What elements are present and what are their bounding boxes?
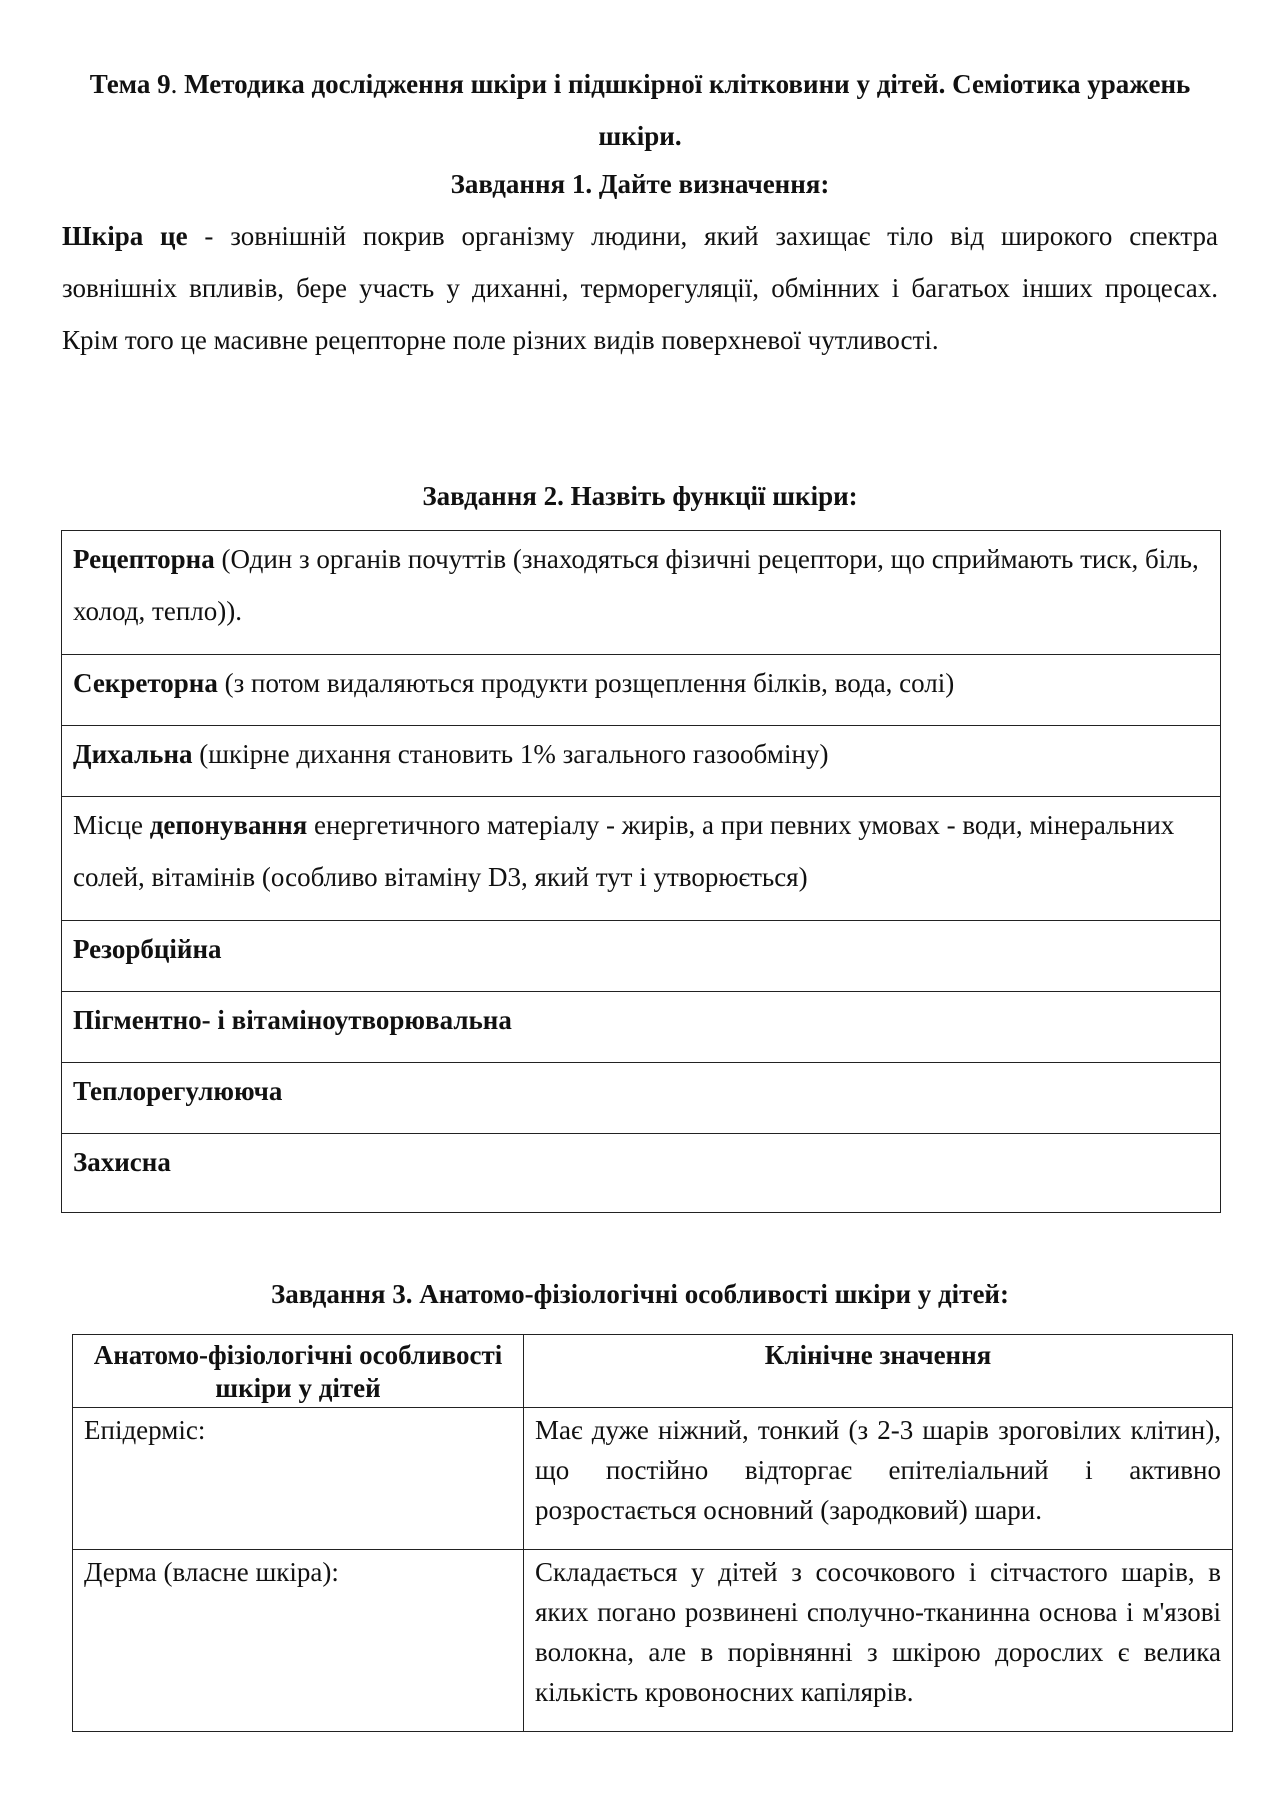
function-name: Секреторна bbox=[73, 668, 218, 698]
table-row bbox=[62, 531, 1221, 655]
column-header-significance: Клінічне значення bbox=[524, 1335, 1233, 1408]
function-name: Резорбційна bbox=[73, 934, 222, 964]
definition-text: - зовнішній покрив організму людини, який захищає тіло від широкого спектра зовнішніх впливів, бере участь у диханні, терморегуляції, обмінних і багатьох інших процесах. Крім того це масивне рецепторне поле різних видів поверхневої чутливості. bbox=[62, 221, 1218, 355]
table-row bbox=[62, 797, 1221, 921]
skin-definition bbox=[62, 210, 1218, 366]
table-row bbox=[62, 655, 1221, 726]
table-row bbox=[73, 1550, 1233, 1732]
table-row bbox=[62, 726, 1221, 797]
function-name: Дихальна bbox=[73, 739, 193, 769]
table-row bbox=[62, 921, 1221, 992]
function-pre: Місце bbox=[73, 810, 150, 840]
function-name: депонування bbox=[149, 810, 308, 840]
table-header-row bbox=[73, 1335, 1233, 1408]
table-row bbox=[62, 1063, 1221, 1134]
task1-heading: Завдання 1. Дайте визначення: bbox=[450, 169, 830, 199]
function-cell bbox=[62, 1134, 1221, 1213]
function-description: енергетичного матеріалу - жирів, а при певних умовах - води, мінеральних солей, вітамінів (особливо вітаміну D3, який тут і утворюється) bbox=[73, 810, 1175, 892]
function-name: Пігментно- і вітаміноутворювальна bbox=[73, 1005, 512, 1035]
column-header-features: Анатомо-фізіологічні особливості шкіри у дітей bbox=[73, 1335, 524, 1408]
function-name: Захисна bbox=[73, 1147, 171, 1177]
skin-functions-table bbox=[61, 530, 1221, 1213]
function-name: Теплорегулююча bbox=[73, 1076, 283, 1106]
page-title bbox=[60, 58, 1220, 162]
function-description: (шкірне дихання становить 1% загального газообміну) bbox=[192, 739, 829, 769]
table-row bbox=[62, 1134, 1221, 1213]
anatomy-physiology-table bbox=[72, 1334, 1233, 1732]
function-cell bbox=[62, 921, 1221, 992]
feature-cell: Дерма (власне шкіра): bbox=[73, 1550, 524, 1732]
function-cell bbox=[62, 655, 1221, 726]
significance-cell: Складається у дітей з сосочкового і сітчастого шарів, в яких погано розвинені сполучно-тканинна основа і м'язові волокна, але в порівнянні з шкірою дорослих є велика кількість кровоносних капілярів. bbox=[524, 1550, 1233, 1732]
title-prefix: Тема 9 bbox=[89, 69, 171, 99]
function-description: (Один з органів почуттів (знаходяться фізичні рецептори, що сприймають тиск, біль, холод, тепло)). bbox=[73, 544, 1199, 626]
function-cell bbox=[62, 1063, 1221, 1134]
title-separator: . bbox=[170, 69, 185, 99]
function-cell bbox=[62, 531, 1221, 655]
function-name: Рецепторна bbox=[73, 544, 215, 574]
function-description: (з потом видаляються продукти розщеплення білків, вода, солі) bbox=[217, 668, 955, 698]
task3-heading: Завдання 3. Анатомо-фізіологічні особливості шкіри у дітей: bbox=[271, 1279, 1009, 1309]
feature-cell: Епідерміс: bbox=[73, 1408, 524, 1550]
task2-heading: Завдання 2. Назвіть функції шкіри: bbox=[422, 481, 858, 511]
function-cell bbox=[62, 797, 1221, 921]
definition-term: Шкіра це bbox=[62, 221, 188, 251]
title-text: Методика дослідження шкіри і підшкірної клітковини у дітей. Семіотика уражень шкіри. bbox=[184, 69, 1191, 151]
table-row bbox=[62, 992, 1221, 1063]
function-cell bbox=[62, 726, 1221, 797]
significance-cell: Має дуже ніжний, тонкий (з 2-3 шарів зроговілих клітин), що постійно відторгає епітеліальний і активно розростається основний (зародковий) шари. bbox=[524, 1408, 1233, 1550]
table-row bbox=[73, 1408, 1233, 1550]
function-cell bbox=[62, 992, 1221, 1063]
